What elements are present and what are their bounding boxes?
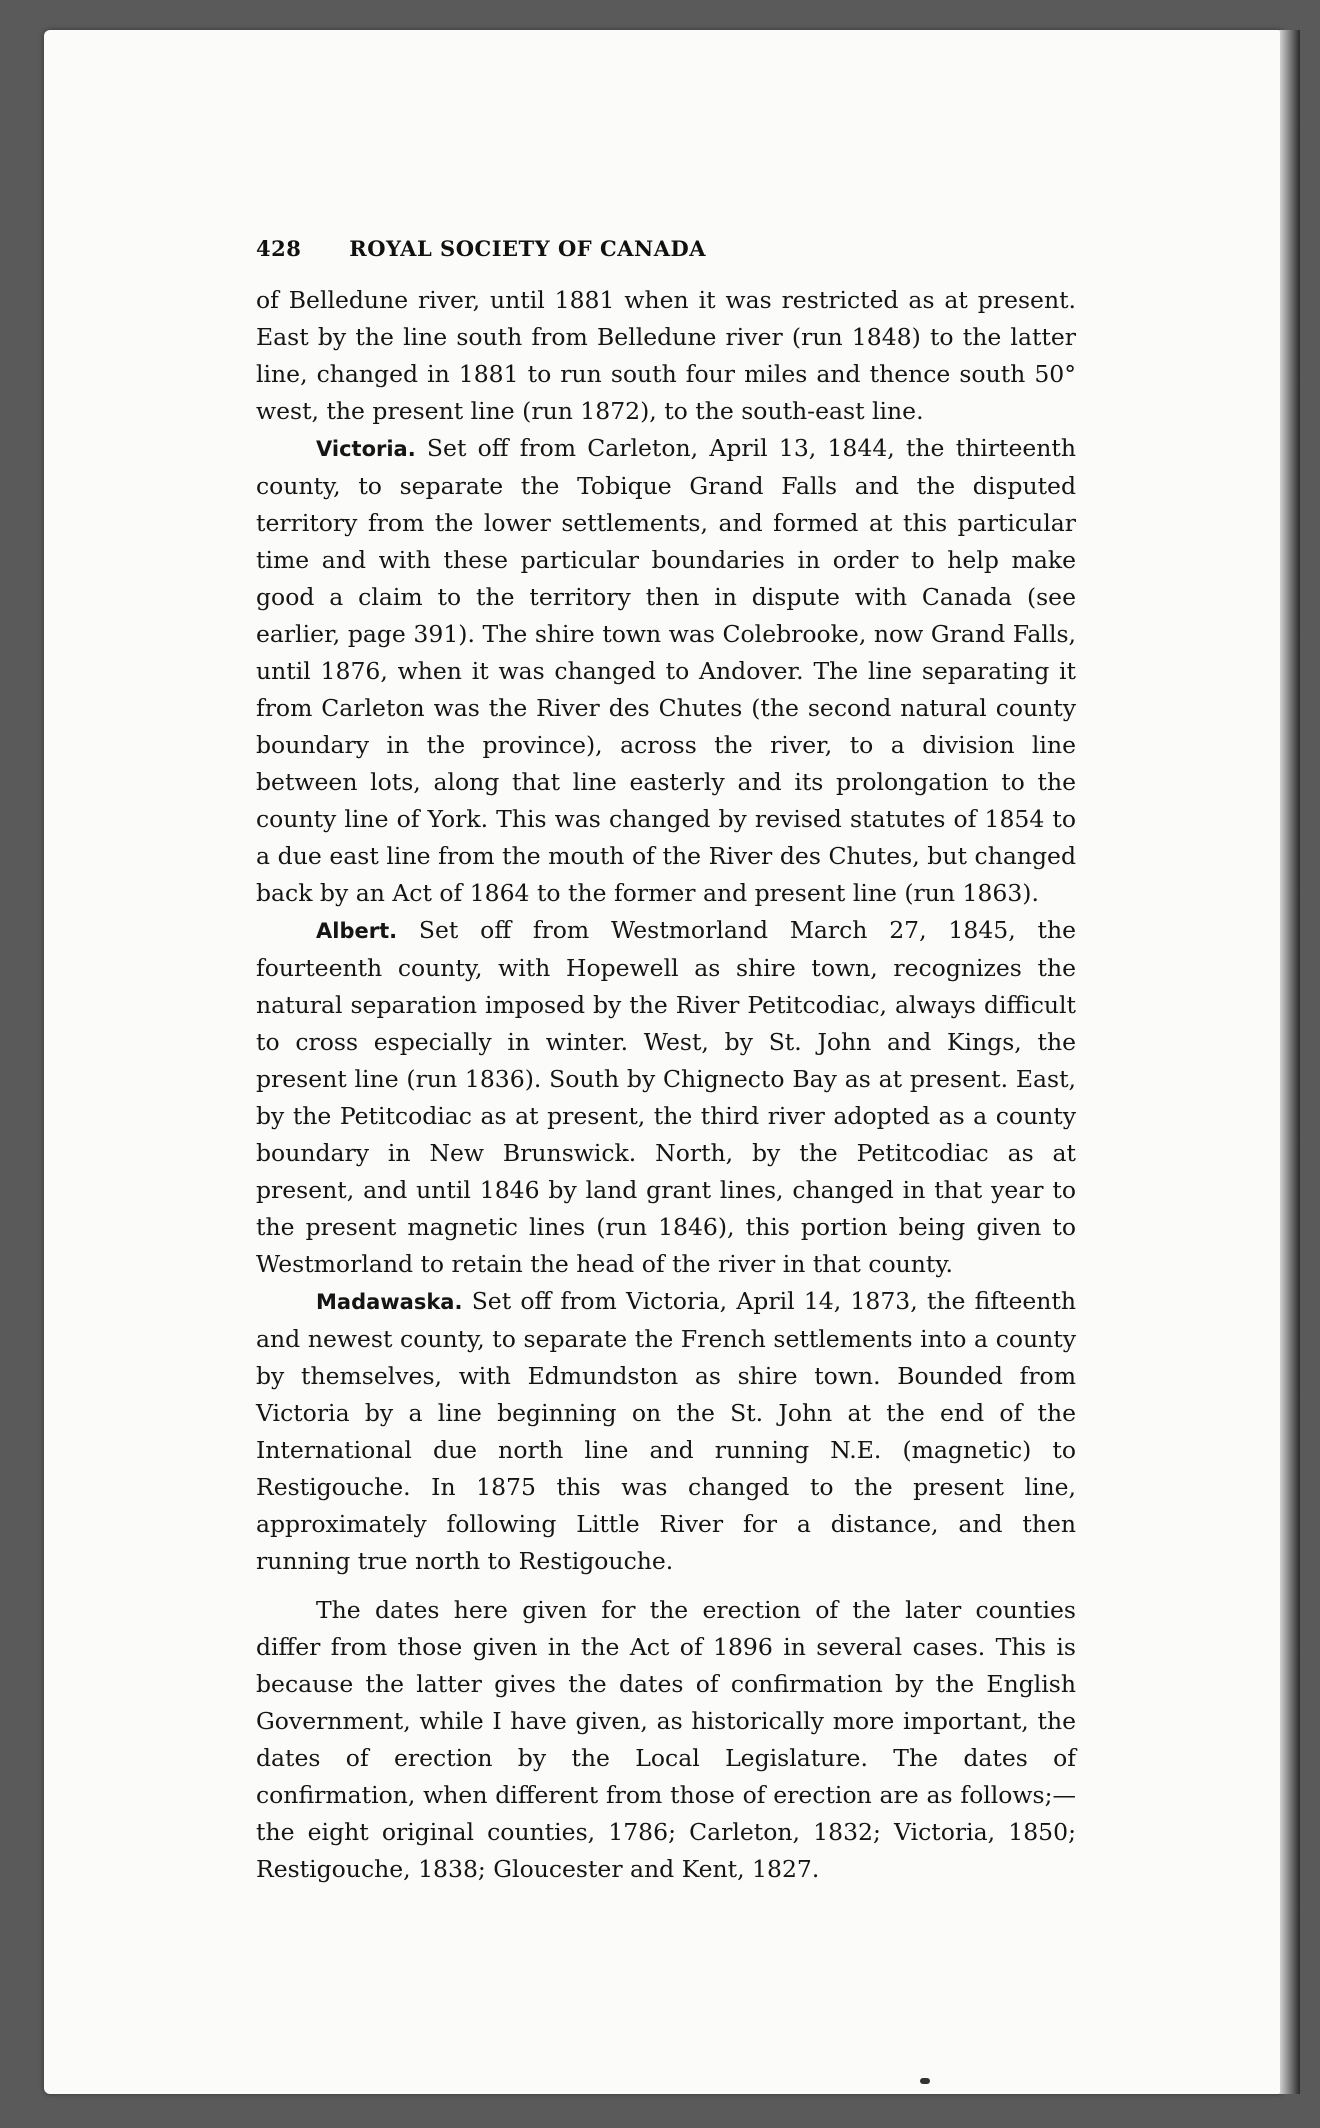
paragraph-gap xyxy=(256,1580,1076,1592)
paragraph-intro: of Belledune river, until 1881 when it was restricted as at present. East by the line south from Belledune river (run 1848) to the latter line, changed in 1881 to run south four miles and thence south 50° west, the present line (run 1872), to the south-east line. xyxy=(256,286,1076,425)
paragraph-madawaska xyxy=(256,1283,1076,1580)
scan-mark xyxy=(920,2078,930,2084)
running-header xyxy=(256,236,1076,261)
victoria-heading: Victoria. xyxy=(316,437,416,461)
page-edge xyxy=(1280,30,1300,2094)
albert-text: Set off from Westmorland March 27, 1845, the fourteenth county, with Hopewell as shire town, recognizes the natural separation imposed by the River Petitcodiac, always difficult to cross especially in winter. West, by St. John and Kings, the present line (run 1836). South by Chignecto Bay as at present. East, by the Petitcodiac as at present, the third river adopted as a county boundary in New Brunswick. North, by the Petitcodiac as at present, and until 1846 by land grant lines, changed in that year to the present magnetic lines (run 1846), this portion being given to Westmorland to retain the head of the river in that county. xyxy=(256,916,1076,1278)
body-text xyxy=(256,282,1076,1888)
paragraph-victoria xyxy=(256,430,1076,912)
madawaska-text: Set off from Victoria, April 14, 1873, the fifteenth and newest county, to separate the French settlements into a county by themselves, with Edmundston as shire town. Bounded from Victoria by a line beginning on the St. John at the end of the International due north line and running N.E. (magnetic) to Restigouche. In 1875 this was changed to the present line, approximately following Little River for a distance, and then running true north to Restigouche. xyxy=(256,1287,1076,1575)
victoria-text: Set off from Carleton, April 13, 1844, the thirteenth county, to separate the Tobique Grand Falls and the disputed territory from the lower settlements, and formed at this particular time and with these particular boundaries in order to help make good a claim to the territory then in dispute with Canada (see earlier, page 391). The shire town was Colebrooke, now Grand Falls, until 1876, when it was changed to Andover. The line separating it from Carleton was the River des Chutes (the second natural county boundary in the province), across the river, to a division line between lots, along that line easterly and its prolongation to the county line of York. This was changed by revised statutes of 1854 to a due east line from the mouth of the River des Chutes, but changed back by an Act of 1864 to the former and present line (run 1863). xyxy=(256,434,1076,907)
madawaska-heading: Madawaska. xyxy=(316,1290,463,1314)
page-number: 428 xyxy=(256,236,302,261)
albert-heading: Albert. xyxy=(316,919,398,943)
paragraph-closing: The dates here given for the erection of the later counties differ from those given in the Act of 1896 in several cases. This is because the latter gives the dates of confirmation by the English Government, while I have given, as historically more important, the dates of erection by the Local Legislature. The dates of confirmation, when different from those of erection are as follows;—the eight original counties, 1786; Carleton, 1832; Victoria, 1850; Restigouche, 1838; Gloucester and Kent, 1827. xyxy=(256,1596,1076,1883)
paragraph-albert xyxy=(256,912,1076,1283)
running-title: ROYAL SOCIETY OF CANADA xyxy=(349,236,706,261)
